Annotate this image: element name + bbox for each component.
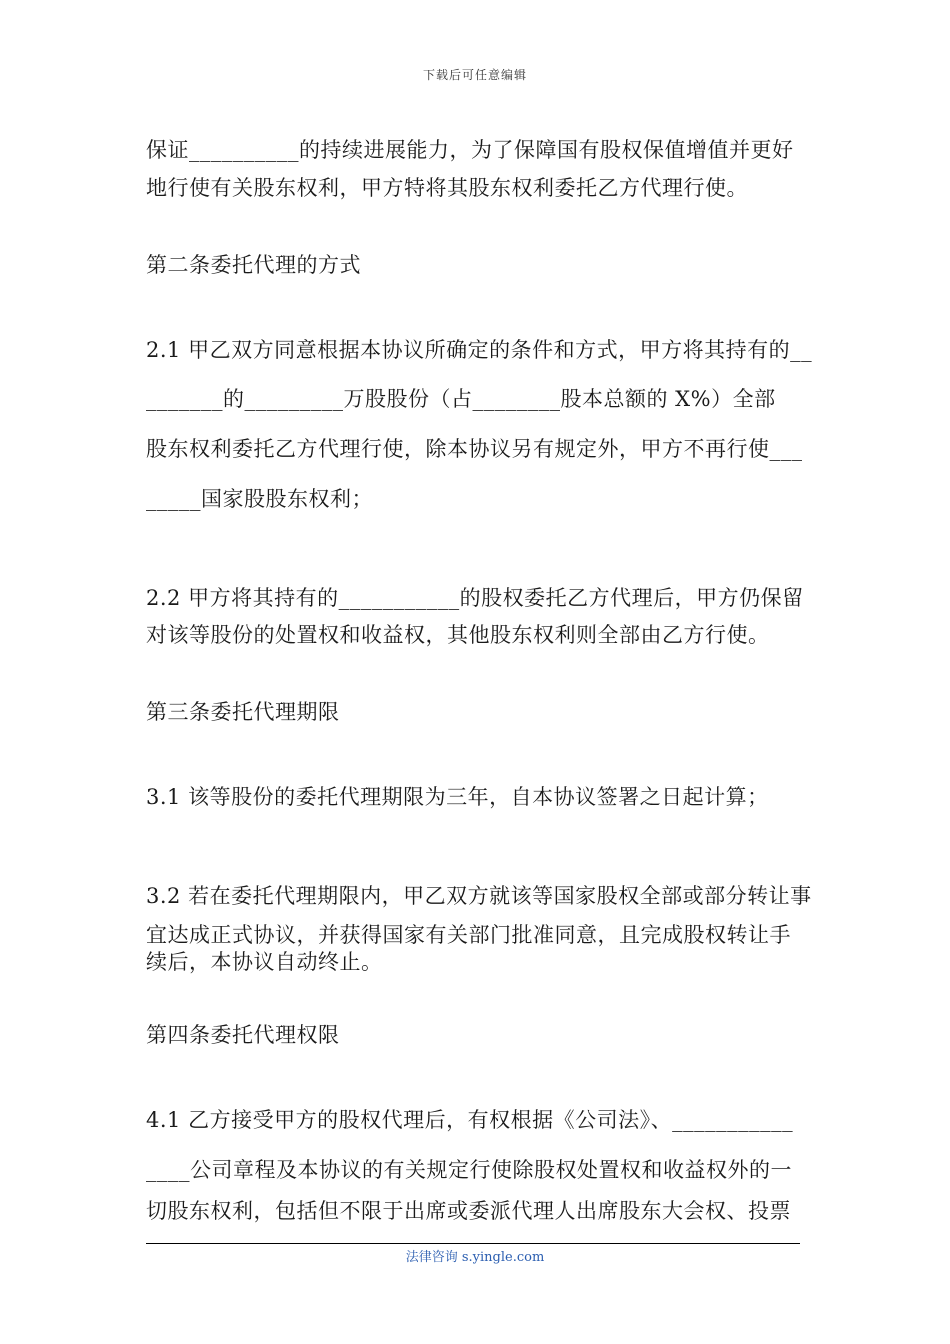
section-heading-2: 第二条委托代理的方式 <box>146 253 361 277</box>
clause-2-1-line-3: 股东权利委托乙方代理行使，除本协议另有规定外，甲方不再行使___ <box>146 437 803 461</box>
clause-2-1-line-4: _____国家股股东权利； <box>146 487 373 511</box>
clause-2-2-line-2: 对该等股份的处置权和收益权，其他股东权利则全部由乙方行使。 <box>146 623 770 647</box>
body-line-2: 地行使有关股东权利，甲方特将其股东权利委托乙方代理行使。 <box>146 176 748 200</box>
clause-4-1-line-1: 4.1 乙方接受甲方的股权代理后，有权根据《公司法》、___________ <box>146 1108 794 1132</box>
section-heading-4: 第四条委托代理权限 <box>146 1023 340 1047</box>
clause-3-2-line-1: 3.2 若在委托代理期限内，甲乙双方就该等国家股权全部或部分转让事 <box>146 884 812 908</box>
footer-link[interactable]: 法律咨询 s.yingle.com <box>405 1250 545 1265</box>
clause-2-1-line-1: 2.1 甲乙双方同意根据本协议所确定的条件和方式，甲方将其持有的__ <box>146 338 813 362</box>
footer-divider <box>146 1243 800 1244</box>
section-heading-3: 第三条委托代理期限 <box>146 700 340 724</box>
page-header: 下载后可任意编辑 <box>422 68 527 82</box>
clause-2-2-line-1: 2.2 甲方将其持有的___________的股权委托乙方代理后，甲方仍保留 <box>146 586 804 610</box>
clause-2-1-line-2: _______的_________万股股份（占________股本总额的 X%）全部 <box>146 387 776 411</box>
clause-3-2-line-3: 续后，本协议自动终止。 <box>146 950 383 974</box>
clause-3-1-line-1: 3.1 该等股份的委托代理期限为三年，自本协议签署之日起计算； <box>146 785 769 809</box>
clause-3-2-line-2: 宜达成正式协议，并获得国家有关部门批准同意，且完成股权转让手 <box>146 923 791 947</box>
body-line-1: 保证__________的持续进展能力，为了保障国有股权保值增值并更好 <box>146 138 794 162</box>
clause-4-1-line-2: ____公司章程及本协议的有关规定行使除股权处置权和收益权外的一 <box>146 1158 792 1182</box>
clause-4-1-line-3: 切股东权利，包括但不限于出席或委派代理人出席股东大会权、投票 <box>146 1199 791 1223</box>
